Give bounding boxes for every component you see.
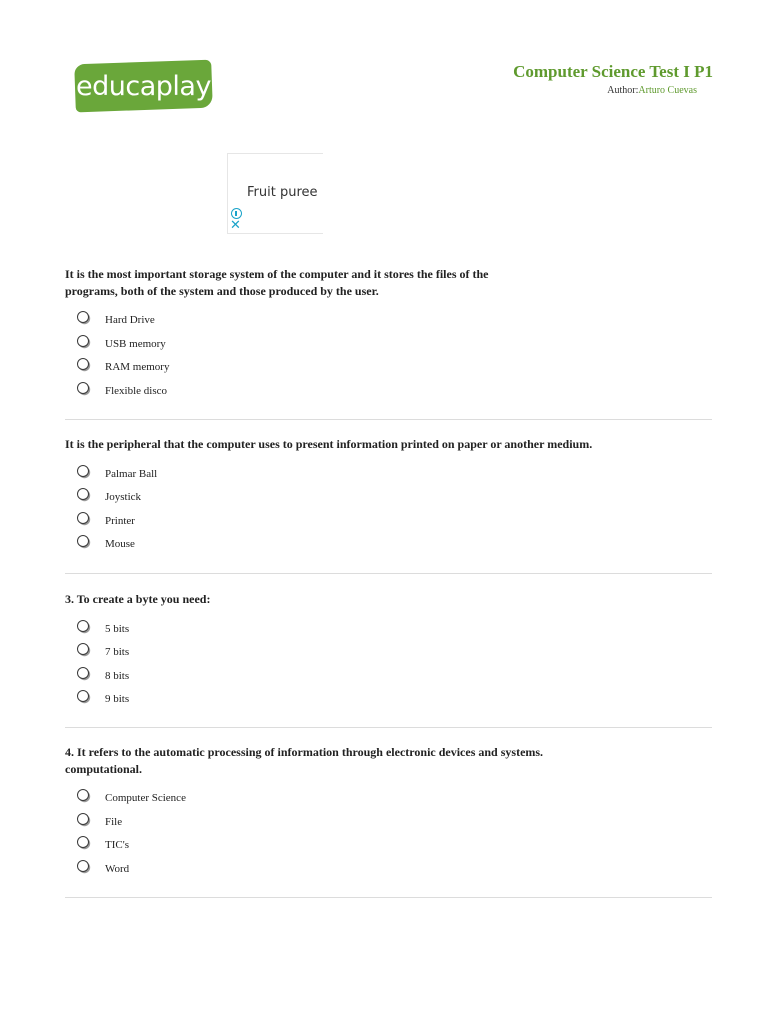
page-title: Computer Science Test I P1 (513, 62, 713, 81)
question-1 (65, 266, 712, 405)
options-list (65, 311, 712, 405)
radio-button[interactable] (77, 335, 89, 347)
option-label: 8 bits (105, 669, 130, 682)
option-label: Palmar Ball (105, 467, 158, 480)
option-label: Word (105, 862, 130, 875)
option-item[interactable] (65, 789, 712, 813)
radio-button[interactable] (77, 382, 89, 394)
author-line (607, 85, 697, 96)
options-list (65, 789, 712, 883)
radio-button[interactable] (77, 311, 89, 323)
option-item[interactable] (65, 860, 712, 884)
option-item[interactable] (65, 836, 712, 860)
radio-button[interactable] (77, 512, 89, 524)
divider (65, 419, 712, 420)
option-label: Joystick (105, 491, 142, 504)
radio-button[interactable] (77, 860, 89, 872)
question-3 (65, 591, 712, 714)
radio-button[interactable] (77, 789, 89, 801)
option-label: 7 bits (105, 646, 130, 659)
question-text: It is the peripheral that the computer uses to present information printed on paper or another medium. (65, 437, 593, 451)
option-item[interactable] (65, 535, 712, 559)
option-label: 9 bits (105, 693, 130, 706)
option-label: Computer Science (105, 792, 186, 804)
advertisement[interactable] (227, 153, 323, 234)
option-item[interactable] (65, 335, 712, 359)
option-item[interactable] (65, 382, 712, 406)
option-label: RAM memory (105, 361, 170, 374)
option-item[interactable] (65, 512, 712, 536)
radio-button[interactable] (77, 690, 89, 702)
option-item[interactable] (65, 488, 712, 512)
option-item[interactable] (65, 311, 712, 335)
option-label: Flexible disco (105, 384, 168, 397)
question-text: It is the most important storage system of the computer and it stores the files of the programs, both of the system and those produced by the user. (65, 267, 489, 298)
radio-button[interactable] (77, 643, 89, 655)
divider (65, 897, 712, 898)
option-label: Printer (105, 514, 135, 527)
logo-text: educaplay (76, 70, 211, 102)
option-item[interactable] (65, 813, 712, 837)
radio-button[interactable] (77, 358, 89, 370)
author-name-link[interactable]: Arturo Cuevas (638, 85, 697, 96)
radio-button[interactable] (77, 836, 89, 848)
option-label: Hard Drive (105, 314, 155, 326)
option-label: TIC's (105, 839, 129, 852)
option-label: File (105, 815, 123, 828)
close-icon[interactable]: ✕ (230, 218, 241, 233)
option-item[interactable] (65, 690, 712, 714)
question-text: 3. To create a byte you need: (65, 592, 211, 606)
radio-button[interactable] (77, 620, 89, 632)
question-text: 4. It refers to the automatic processing of information through electronic devices and systems. computational. (65, 745, 544, 776)
option-item[interactable] (65, 358, 712, 382)
divider (65, 573, 712, 574)
radio-button[interactable] (77, 535, 89, 547)
ad-text[interactable]: Fruit puree (247, 185, 318, 200)
radio-button[interactable] (77, 667, 89, 679)
option-item[interactable] (65, 465, 712, 489)
options-list (65, 465, 712, 559)
option-label: USB memory (105, 337, 166, 350)
radio-button[interactable] (77, 813, 89, 825)
radio-button[interactable] (77, 488, 89, 500)
question-2 (65, 436, 712, 559)
option-item[interactable] (65, 643, 712, 667)
option-label: Mouse (105, 538, 135, 551)
divider (65, 727, 712, 728)
radio-button[interactable] (77, 465, 89, 477)
option-label: 5 bits (105, 622, 130, 635)
author-label: Author: (607, 85, 639, 96)
question-4 (65, 744, 712, 883)
educaplay-logo[interactable] (74, 60, 213, 113)
option-item[interactable] (65, 620, 712, 644)
options-list (65, 620, 712, 714)
option-item[interactable] (65, 667, 712, 691)
